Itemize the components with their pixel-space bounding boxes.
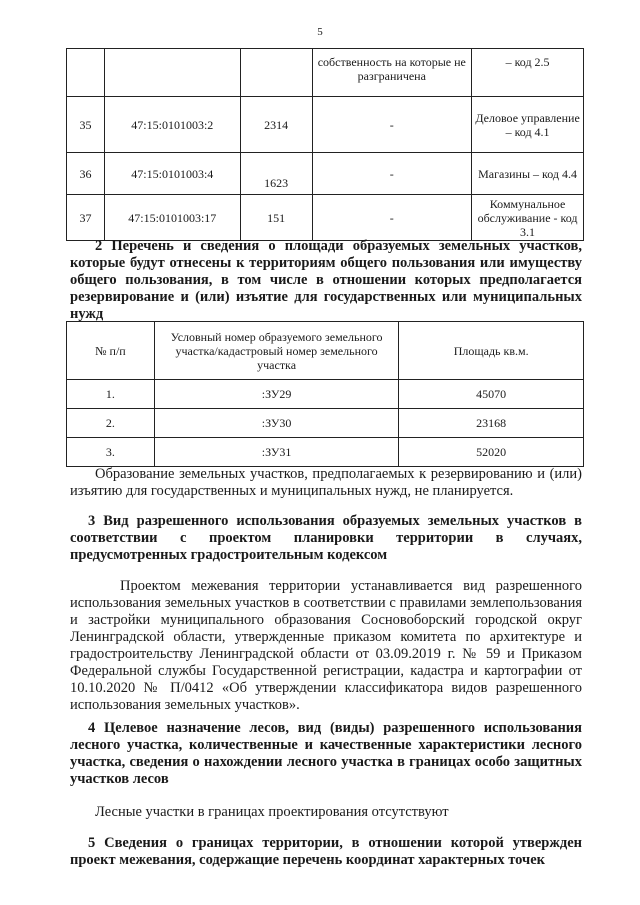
row-number: 35: [67, 97, 105, 153]
column-header-plot-id: Условный номер образуемого земельного участка/кадастровый номер земельного участка: [154, 322, 399, 380]
row-number: 1.: [67, 380, 155, 409]
cadastral-number: 47:15:0101003:2: [104, 97, 240, 153]
land-plots-table: [66, 48, 584, 241]
section-3-heading: 3 Вид разрешенного использования образуемых земельных участков в соответствии с проектом планировки территории в случаях, предусмотренных градостроительным кодексом: [70, 513, 582, 563]
table-row: [67, 49, 584, 97]
use-cell: Деловое управление – код 4.1: [472, 97, 584, 153]
use-cell: Магазины – код 4.4: [472, 153, 584, 195]
section-3-text: Проектом межевания территории устанавливается вид разрешенного использования земельных участков в соответствии с правилами землепользования и застройки муниципального образования Сосновоборский городской округ Ленинградской области, утвержденные приказом комитета по архитектуре и градостроительству Ленинградской области от 03.09.2019 г. № 59 и Приказом Федеральной службы Государственной регистрации, кадастра и картографии от 10.10.2020 № П/0412 «Об утверждении классификатора видов разрешенного использования земельных участков».: [70, 578, 582, 713]
section-2-note: Образование земельных участков, предполагаемых к резервированию и (или) изъятию для государственных и муниципальных нужд, не планируется.: [70, 466, 582, 499]
section-4-text: Лесные участки в границах проектирования отсутствуют: [95, 804, 449, 820]
column-header-number: № п/п: [67, 322, 155, 380]
plot-id: :ЗУ31: [154, 438, 399, 467]
table-row: [67, 97, 584, 153]
use-cell: Коммунальное обслуживание - код 3.1: [472, 195, 584, 241]
row-number: 36: [67, 153, 105, 195]
use-cell: – код 2.5: [472, 49, 584, 97]
ownership-cell: собственность на которые не разграничена: [312, 49, 472, 97]
plot-id: :ЗУ29: [154, 380, 399, 409]
page-number: 5: [317, 26, 323, 38]
area-cell: 45070: [399, 380, 584, 409]
area-cell: 52020: [399, 438, 584, 467]
table-row: [67, 195, 584, 241]
cadastral-number: 47:15:0101003:4: [104, 153, 240, 195]
plot-id: :ЗУ30: [154, 409, 399, 438]
table-row: [67, 380, 584, 409]
area-cell: 1623: [240, 153, 312, 195]
area-cell: 23168: [399, 409, 584, 438]
ownership-cell: -: [312, 153, 472, 195]
section-2-heading: 2 Перечень и сведения о площади образуемых земельных участков, которые будут отнесены к территориям общего пользования или имуществу общего пользования, в том числе в отношении которых предполагается резервирование и (или) изъятие для государственных или муниципальных нужд: [70, 238, 582, 322]
reserved-plots-table: [66, 321, 584, 467]
table-row: [67, 409, 584, 438]
area-cell: 151: [240, 195, 312, 241]
section-5-heading: 5 Сведения о границах территории, в отношении которой утвержден проект межевания, содержащие перечень координат характерных точек: [70, 835, 582, 868]
table-header-row: [67, 322, 584, 380]
row-number: 37: [67, 195, 105, 241]
ownership-cell: -: [312, 195, 472, 241]
row-number: 2.: [67, 409, 155, 438]
cadastral-number: 47:15:0101003:17: [104, 195, 240, 241]
table-row: [67, 438, 584, 467]
section-4-heading: 4 Целевое назначение лесов, вид (виды) разрешенного использования лесного участка, количественные и качественные характеристики лесного участка, сведения о нахождении лесного участка в границах особо защитных участков лесов: [70, 720, 582, 787]
area-cell: 2314: [240, 97, 312, 153]
table-row: [67, 153, 584, 195]
row-number: 3.: [67, 438, 155, 467]
column-header-area: Площадь кв.м.: [399, 322, 584, 380]
ownership-cell: -: [312, 97, 472, 153]
